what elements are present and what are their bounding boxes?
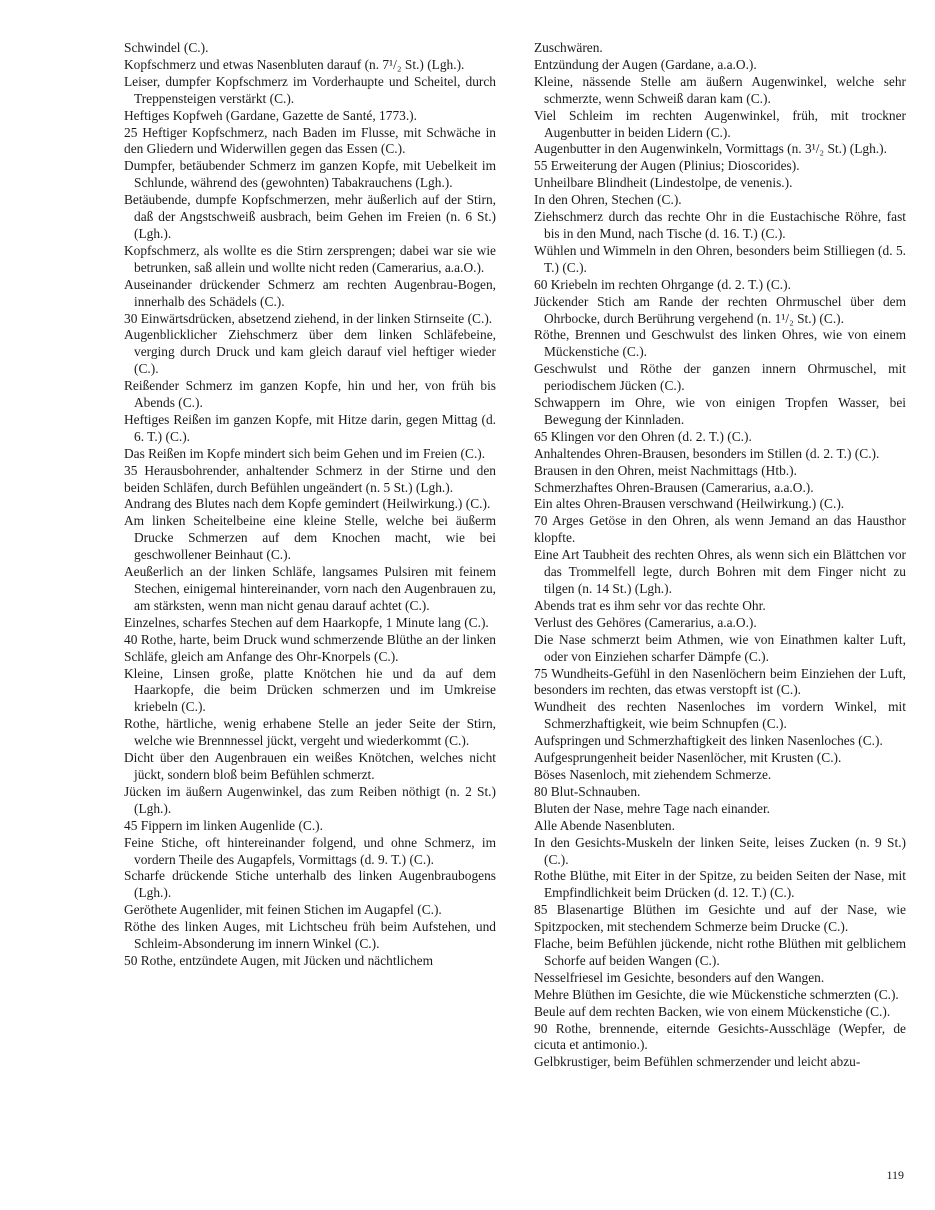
symptom-entry bbox=[518, 294, 906, 328]
entry-text: Erweiterung der Augen (Plinius; Dioscorides). bbox=[550, 158, 800, 174]
symptom-entry bbox=[108, 57, 496, 74]
entry-text: Auseinander drückender Schmerz am rechten Augenbrau-Bogen, innerhalb des Schädels (C.). bbox=[124, 276, 496, 309]
entry-number: 35 bbox=[124, 462, 138, 478]
symptom-entry bbox=[518, 192, 906, 209]
entry-text: Rothe, brennende, eiternde Gesichts-Ausschläge (Wepfer, de cicuta et antimonio.). bbox=[534, 1020, 906, 1053]
symptom-entry bbox=[108, 818, 496, 835]
symptom-entry bbox=[518, 801, 906, 818]
entry-text: Ziehschmerz durch das rechte Ohr in die Eustachische Röhre, fast bis in den Mund, nach Tische (d. 16. T.) (C.). bbox=[534, 209, 906, 241]
entry-text: Betäubende, dumpfe Kopfschmerzen, mehr äußerlich auf der Stirn, daß der Angstschweiß ausbrach, beim Gehen im Freien (n. 6 St.) (Lgh.). bbox=[124, 192, 496, 241]
entry-number: 55 bbox=[534, 158, 548, 174]
symptom-entry bbox=[108, 835, 496, 869]
entry-text: Wundheit des rechten Nasenloches im vordern Winkel, mit Schmerzhaftigkeit, wie beim Schnupfen (C.). bbox=[534, 699, 906, 732]
symptom-entry bbox=[108, 902, 496, 919]
symptom-entry bbox=[518, 666, 906, 700]
entry-text: Aufgesprungenheit beider Nasenlöcher, mit Krusten (C.). bbox=[534, 750, 842, 766]
entry-text: Mehre Blüthen im Gesichte, die wie Mückenstiche schmerzten (C.). bbox=[534, 986, 899, 1002]
entry-text: Blasenartige Blüthen im Gesichte und auf der Nase, wie Spitzpocken, mit stechendem Schmerze beim Drucke (C.). bbox=[534, 902, 906, 935]
entry-text: Heftiges Kopfweh (Gardane, Gazette de Santé, 1773.). bbox=[124, 107, 417, 123]
symptom-entry bbox=[518, 209, 906, 243]
symptom-entry bbox=[518, 108, 906, 142]
entry-text: Dumpfer, betäubender Schmerz im ganzen Kopfe, mit Uebelkeit im Schlunde, während des (gewohnten) Tabakrauchens (Lgh.). bbox=[124, 158, 496, 191]
symptom-entry bbox=[518, 395, 906, 429]
entry-number: 70 bbox=[534, 513, 548, 529]
symptom-entry bbox=[518, 598, 906, 615]
symptom-entry bbox=[108, 327, 496, 378]
symptom-entry bbox=[518, 463, 906, 480]
symptom-entry bbox=[518, 243, 906, 277]
symptom-entry bbox=[108, 158, 496, 192]
symptom-entry bbox=[108, 632, 496, 666]
entry-number: 30 bbox=[124, 310, 138, 326]
entry-text: Abends trat es ihm sehr vor das rechte Ohr. bbox=[534, 597, 766, 613]
entry-number: 60 bbox=[534, 276, 548, 292]
entry-text: Fippern im linken Augenlide (C.). bbox=[140, 817, 323, 833]
entry-text: Am linken Scheitelbeine eine kleine Stelle, welche bei äußerm Drucke Schmerzen auf dem Knochen macht, wie bei geschwollener Beinhaut (C.). bbox=[124, 513, 496, 563]
symptom-entry bbox=[518, 987, 906, 1004]
entry-text: Das Reißen im Kopfe mindert sich beim Gehen und im Freien (C.). bbox=[124, 445, 486, 461]
symptom-entry bbox=[518, 158, 906, 175]
entry-text: Heftiges Reißen im ganzen Kopfe, mit Hitze darin, gegen Mittag (d. 6. T.) (C.). bbox=[124, 411, 496, 444]
entry-text: Röthe des linken Auges, mit Lichtscheu früh beim Aufstehen, und Schleim-Absonderung im innern Winkel (C.). bbox=[124, 919, 496, 952]
symptom-entry bbox=[108, 243, 496, 277]
symptom-entry bbox=[518, 141, 906, 158]
entry-text: Kriebeln im rechten Ohrgange (d. 2. T.) (C.). bbox=[550, 276, 791, 292]
entry-text: Aeußerlich an der linken Schläfe, langsames Pulsiren mit feinem Stechen, einigemal hintereinander, vorn nach den Augenbrauen zu, am stärksten, wenn man nicht genau darauf achtet (C.). bbox=[124, 564, 496, 613]
symptom-entry bbox=[108, 125, 496, 159]
entry-number: 85 bbox=[534, 902, 548, 918]
entry-text: Schmerzhaftes Ohren-Brausen (Camerarius, a.a.O.). bbox=[534, 479, 814, 495]
entry-text: Jückender Stich am Rande der rechten Ohrmuschel über dem Ohrbocke, durch Berührung vergehend (n. 1¹/₂ St.) (C.). bbox=[534, 293, 906, 326]
entry-text: Die Nase schmerzt beim Athmen, wie von Einathmen kalter Luft, oder von Einziehen scharfer Dämpfe (C.). bbox=[534, 631, 906, 664]
entry-text: Dicht über den Augenbrauen ein weißes Knötchen, welches nicht jückt, sondern bloß beim Befühlen schmerzt. bbox=[124, 750, 496, 782]
entry-text: Blut-Schnauben. bbox=[550, 783, 641, 799]
entry-text: Kopfschmerz und etwas Nasenbluten darauf (n. 7¹/₂ St.) (Lgh.). bbox=[124, 56, 465, 72]
entry-text: Feine Stiche, oft hintereinander folgend, und ohne Schmerz, im vordern Theile des Augapfels, Vormittags (d. 9. T.) (C.). bbox=[124, 834, 496, 867]
symptom-entry bbox=[518, 632, 906, 666]
entry-text: Unheilbare Blindheit (Lindestolpe, de venenis.). bbox=[534, 175, 793, 191]
entry-text: Herausbohrender, anhaltender Schmerz in der Stirne und den beiden Schläfen, durch Befühlen ungeändert (n. 5 St.) (Lgh.). bbox=[124, 462, 496, 495]
symptom-entry bbox=[108, 716, 496, 750]
symptom-entry bbox=[518, 513, 906, 547]
entry-text: Einzelnes, scharfes Stechen auf dem Haarkopfe, 1 Minute lang (C.). bbox=[124, 614, 489, 630]
entry-text: Schwindel (C.). bbox=[124, 40, 209, 55]
symptom-entry bbox=[108, 108, 496, 125]
symptom-entry bbox=[518, 175, 906, 192]
symptom-entry bbox=[108, 463, 496, 497]
entry-text: Beule auf dem rechten Backen, wie von einem Mückenstiche (C.). bbox=[534, 1003, 891, 1019]
entry-text: Geschwulst und Röthe der ganzen innern Ohrmuschel, mit periodischem Jücken (C.). bbox=[534, 361, 906, 394]
entry-text: Wundheits-Gefühl in den Nasenlöchern beim Einziehen der Luft, besonders im rechten, das etwas verstopft ist (C.). bbox=[534, 665, 906, 698]
entry-text: Nesselfriesel im Gesichte, besonders auf den Wangen. bbox=[534, 969, 825, 985]
entry-number: 75 bbox=[534, 665, 548, 681]
symptom-entry bbox=[108, 666, 496, 717]
symptom-entry bbox=[518, 902, 906, 936]
symptom-entry bbox=[108, 40, 496, 57]
symptom-entry bbox=[518, 361, 906, 395]
entry-text: Scharfe drückende Stiche unterhalb des linken Augenbraubogens (Lgh.). bbox=[124, 868, 496, 901]
symptom-entry bbox=[518, 868, 906, 902]
entry-text: Einwärtsdrücken, absetzend ziehend, in der linken Stirnseite (C.). bbox=[140, 310, 493, 326]
symptom-entry bbox=[518, 1054, 906, 1071]
symptom-entry bbox=[518, 784, 906, 801]
symptom-entry bbox=[518, 74, 906, 108]
symptom-entry bbox=[108, 750, 496, 784]
symptom-entry bbox=[518, 429, 906, 446]
entry-text: In den Ohren, Stechen (C.). bbox=[534, 192, 682, 208]
symptom-entry bbox=[518, 277, 906, 294]
symptom-entry bbox=[108, 784, 496, 818]
symptom-entry bbox=[108, 311, 496, 328]
entry-text: Schwappern im Ohre, wie von einigen Tropfen Wasser, bei Bewegung der Kinnladen. bbox=[534, 395, 906, 427]
entry-text: Ein altes Ohren-Brausen verschwand (Heilwirkung.) (C.). bbox=[534, 496, 845, 512]
entry-text: Anhaltendes Ohren-Brausen, besonders im Stillen (d. 2. T.) (C.). bbox=[534, 445, 880, 461]
symptom-entry bbox=[108, 277, 496, 311]
symptom-entry bbox=[108, 74, 496, 108]
symptom-entry bbox=[518, 547, 906, 598]
entry-text: Augenblicklicher Ziehschmerz über dem linken Schläfebeine, verging durch Druck und kam gleich darauf viel heftiger wieder (C.). bbox=[124, 327, 496, 377]
entry-text: Jücken im äußern Augenwinkel, das zum Reiben nöthigt (n. 2 St.) (Lgh.). bbox=[124, 783, 496, 816]
page-number: 119 bbox=[886, 1168, 904, 1182]
symptom-entry bbox=[108, 446, 496, 463]
entry-text: Reißender Schmerz im ganzen Kopfe, hin und her, von früh bis Abends (C.). bbox=[124, 378, 496, 411]
symptom-entry bbox=[518, 1021, 906, 1055]
symptom-entry bbox=[518, 327, 906, 361]
entry-number: 90 bbox=[534, 1020, 548, 1036]
symptom-entry bbox=[518, 1004, 906, 1021]
entry-text: Bluten der Nase, mehre Tage nach einander. bbox=[534, 800, 771, 816]
entry-text: Verlust des Gehöres (Camerarius, a.a.O.). bbox=[534, 614, 757, 630]
symptom-entry bbox=[518, 733, 906, 750]
entry-text: Rothe, harte, beim Druck wund schmerzende Blüthe an der linken Schläfe, gleich am Anfange des Ohr-Knorpels (C.). bbox=[124, 631, 496, 664]
entry-text: Eine Art Taubheit des rechten Ohres, als wenn sich ein Blättchen vor das Trommelfell legte, durch Bohren mit dem Finger nicht zu tilgen (n. 14 St.) (Lgh.). bbox=[534, 547, 906, 596]
symptom-entry bbox=[518, 40, 906, 57]
entry-number: 50 bbox=[124, 952, 138, 968]
symptom-entry bbox=[518, 936, 906, 970]
entry-text: Kopfschmerz, als wollte es die Stirn zersprengen; dabei war sie wie betrunken, saß allein und wollte nicht reden (Camerarius, a.a.O.). bbox=[124, 242, 496, 275]
entry-text: In den Gesichts-Muskeln der linken Seite, leises Zucken (n. 9 St.) (C.). bbox=[534, 834, 906, 867]
symptom-entry bbox=[108, 564, 496, 615]
symptom-entry bbox=[108, 496, 496, 513]
entry-text: Klingen vor den Ohren (d. 2. T.) (C.). bbox=[550, 428, 752, 444]
entry-number: 45 bbox=[124, 817, 138, 833]
entry-text: Röthe, Brennen und Geschwulst des linken Ohres, wie von einem Mückenstiche (C.). bbox=[534, 327, 906, 360]
entry-text: Entzündung der Augen (Gardane, a.a.O.). bbox=[534, 56, 757, 72]
entry-text: Geröthete Augenlider, mit feinen Stichen im Augapfel (C.). bbox=[124, 902, 442, 918]
symptom-entry bbox=[108, 192, 496, 243]
entry-text: Rothe Blüthe, mit Eiter in der Spitze, zu beiden Seiten der Nase, mit Empfindlichkeit beim Drücken (d. 12. T.) (C.). bbox=[534, 868, 906, 901]
entry-text: Brausen in den Ohren, meist Nachmittags (Htb.). bbox=[534, 462, 797, 478]
entry-text: Leiser, dumpfer Kopfschmerz im Vorderhaupte und Scheitel, durch Treppensteigen verstärkt (C.). bbox=[124, 73, 496, 106]
entry-text: Viel Schleim im rechten Augenwinkel, früh, mit trockner Augenbutter in beiden Lidern (C.). bbox=[534, 107, 906, 140]
entry-text: Aufspringen und Schmerzhaftigkeit des linken Nasenloches (C.). bbox=[534, 733, 883, 749]
symptom-entry bbox=[518, 699, 906, 733]
symptom-entry bbox=[518, 57, 906, 74]
entry-text: Kleine, nässende Stelle am äußern Augenwinkel, welche sehr schmerzte, wenn Schweiß daran kam (C.). bbox=[534, 73, 906, 106]
symptom-entry bbox=[108, 919, 496, 953]
entry-text: Augenbutter in den Augenwinkeln, Vormittags (n. 3¹/₂ St.) (Lgh.). bbox=[534, 141, 887, 157]
symptom-entry bbox=[518, 835, 906, 869]
symptom-entry bbox=[518, 970, 906, 987]
entry-text: Rothe, entzündete Augen, mit Jücken und nächtlichem bbox=[140, 952, 434, 968]
symptom-entry bbox=[108, 378, 496, 412]
symptom-entry bbox=[518, 446, 906, 463]
entry-text: Wühlen und Wimmeln in den Ohren, besonders beim Stilliegen (d. 5. T.) (C.). bbox=[534, 242, 906, 275]
entry-text: Alle Abende Nasenbluten. bbox=[534, 817, 675, 833]
entry-number: 65 bbox=[534, 428, 548, 444]
entry-number: 80 bbox=[534, 783, 548, 799]
entry-text: Heftiger Kopfschmerz, nach Baden im Flusse, mit Schwäche in den Gliedern und Widerwillen gegen das Essen (C.). bbox=[124, 124, 496, 157]
entry-text: Böses Nasenloch, mit ziehendem Schmerze. bbox=[534, 766, 772, 782]
symptom-entry bbox=[108, 615, 496, 632]
symptom-entry bbox=[108, 412, 496, 446]
symptom-entry bbox=[108, 953, 496, 970]
symptom-entry bbox=[108, 513, 496, 564]
right-column bbox=[518, 40, 906, 1071]
symptom-entry bbox=[518, 750, 906, 767]
left-column bbox=[108, 40, 496, 970]
symptom-entry bbox=[518, 767, 906, 784]
entry-number: 40 bbox=[124, 631, 138, 647]
symptom-entry bbox=[518, 615, 906, 632]
symptom-entry bbox=[518, 496, 906, 513]
entry-number: 25 bbox=[124, 124, 138, 140]
symptom-entry bbox=[108, 868, 496, 902]
entry-text: Zuschwären. bbox=[534, 40, 603, 55]
symptom-entry bbox=[518, 818, 906, 835]
entry-text: Gelbkrustiger, beim Befühlen schmerzender und leicht abzu- bbox=[534, 1054, 861, 1070]
entry-text: Arges Getöse in den Ohren, als wenn Jemand an das Hausthor klopfte. bbox=[534, 513, 906, 546]
entry-text: Andrang des Blutes nach dem Kopfe gemindert (Heilwirkung.) (C.). bbox=[124, 496, 491, 512]
symptom-entry bbox=[518, 480, 906, 497]
entry-text: Kleine, Linsen große, platte Knötchen hie und da auf dem Haarkopfe, die beim Drücken schmerzen und im Umkreise kriebeln (C.). bbox=[124, 665, 496, 715]
entry-text: Flache, beim Befühlen jückende, nicht rothe Blüthen mit gelblichem Schorfe auf beiden Wangen (C.). bbox=[534, 936, 906, 968]
entry-text: Rothe, härtliche, wenig erhabene Stelle an jeder Seite der Stirn, welche wie Brennnessel jückt, vergeht und wiederkommt (C.). bbox=[124, 716, 496, 749]
